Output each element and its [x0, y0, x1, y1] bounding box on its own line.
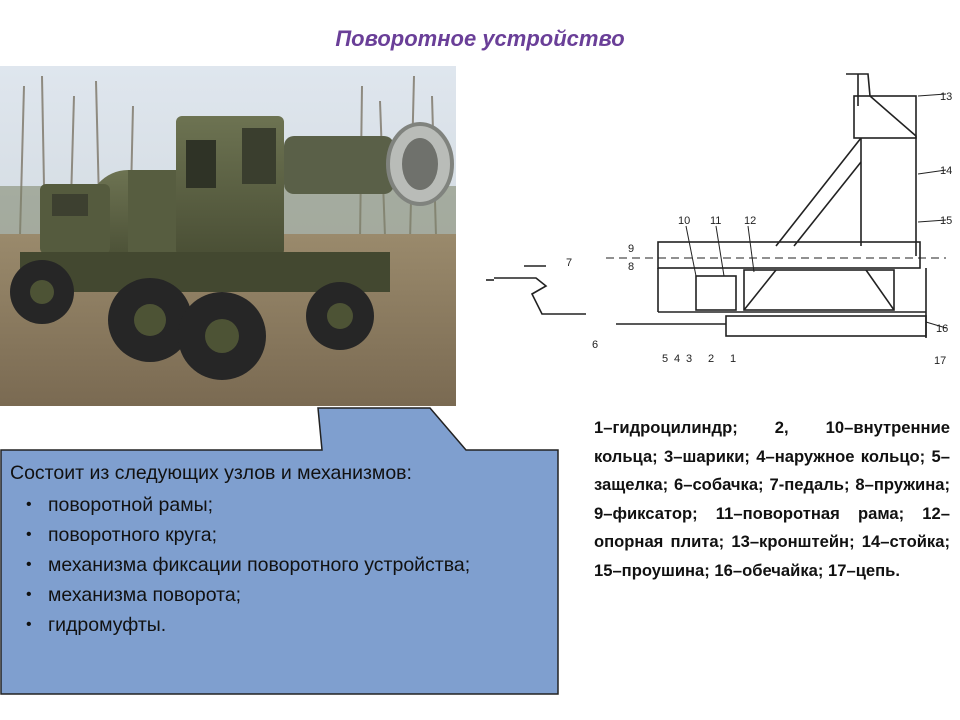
list-item: • механизма фиксации поворотного устройства;: [10, 550, 550, 580]
technical-drawing: [486, 66, 954, 372]
bullet-icon: •: [26, 586, 32, 603]
callout-6: 6: [592, 339, 599, 351]
list-item: • гидромуфты.: [10, 610, 550, 640]
composition-list: [10, 490, 550, 640]
bullet-icon: •: [26, 556, 32, 573]
callout-10: 10: [678, 215, 691, 227]
technical-drawing-illustration: [486, 66, 954, 372]
callout-2: 2: [708, 353, 715, 365]
list-item: • поворотного круга;: [10, 520, 550, 550]
callout-1: 1: [730, 353, 737, 365]
callout-13: 13: [940, 91, 953, 103]
composition-callout: [0, 400, 562, 696]
vehicle-photo-illustration: [0, 66, 456, 406]
callout-9: 9: [628, 243, 635, 255]
bullet-icon: •: [26, 496, 32, 513]
bullet-icon: •: [26, 526, 32, 543]
list-item: • механизма поворота;: [10, 580, 550, 610]
composition-text: [10, 458, 550, 640]
callout-15: 15: [940, 215, 953, 227]
callout-17: 17: [934, 355, 947, 367]
vehicle-photo: [0, 66, 456, 406]
callout-7: 7: [566, 257, 573, 269]
callout-5: 5: [662, 353, 669, 365]
composition-heading: Состоит из следующих узлов и механизмов:: [10, 462, 412, 484]
callout-11: 11: [710, 215, 722, 227]
parts-legend: 1–гидроцилиндр; 2, 10–внутренние кольца; 3–шарики; 4–наружное кольцо; 5–защелка; 6–собачка; 7-педаль; 8–пружина; 9–фиксатор; 11–поворотная рама; 12–опорная плита; 13–кронштейн; 14–стойка; 15–проушина; 16–обечайка; 17–цепь.: [594, 418, 950, 580]
list-item: • поворотной рамы;: [10, 490, 550, 520]
slide-title: Поворотное устройство: [335, 26, 625, 51]
callout-4: 4: [674, 353, 681, 365]
bullet-icon: •: [26, 616, 32, 633]
callout-3: 3: [686, 353, 693, 365]
callout-16: 16: [936, 323, 949, 335]
callout-14: 14: [940, 165, 953, 177]
callout-8: 8: [628, 261, 635, 273]
callout-12: 12: [744, 215, 757, 227]
